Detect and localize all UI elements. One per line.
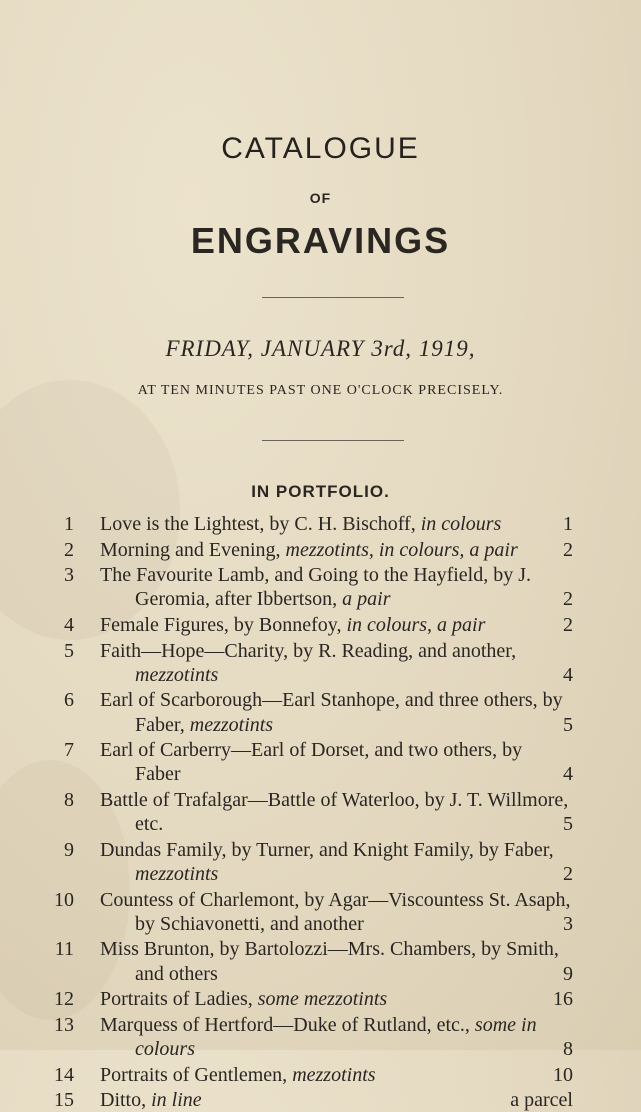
lot-quantity: 5 xyxy=(563,813,573,836)
lot-item xyxy=(0,613,641,637)
lot-item xyxy=(0,688,641,736)
lot-quantity: 2 xyxy=(563,538,573,561)
lot-item xyxy=(0,512,641,536)
lot-number: 14 xyxy=(54,1063,74,1086)
lot-description: Miss Brunton, by Bartolozzi—Mrs. Chambers, by Smith, xyxy=(100,938,559,961)
lot-number: 15 xyxy=(54,1089,74,1112)
lot-item xyxy=(0,1088,641,1112)
lot-description: Marquess of Hertford—Duke of Rutland, etc., some in xyxy=(100,1013,537,1036)
lot-number: 2 xyxy=(64,538,74,561)
lot-description: Portraits of Gentlemen, mezzotints xyxy=(100,1063,376,1086)
sale-date: FRIDAY, JANUARY 3rd, 1919, xyxy=(165,336,476,361)
lot-quantity: 5 xyxy=(563,713,573,736)
engravings-heading: ENGRAVINGS xyxy=(190,220,451,261)
lot-quantity: 8 xyxy=(563,1037,573,1060)
lot-quantity: a parcel xyxy=(510,1089,573,1112)
lot-description: Faith—Hope—Charity, by R. Reading, and another, xyxy=(100,639,517,662)
lot-number: 11 xyxy=(54,938,74,961)
lot-description-continued: Faber, mezzotints xyxy=(135,713,274,736)
lot-quantity: 4 xyxy=(563,763,573,786)
lot-item xyxy=(0,888,641,936)
catalogue-title: CATALOGUE xyxy=(221,132,420,165)
lot-description-continued: Faber xyxy=(135,763,181,786)
lot-item xyxy=(0,838,641,886)
lot-description: Portraits of Ladies, some mezzotints xyxy=(100,988,388,1011)
lot-quantity: 10 xyxy=(553,1063,573,1086)
lot-description: Earl of Scarborough—Earl Stanhope, and three others, by xyxy=(100,689,563,712)
section-heading: IN PORTFOLIO. xyxy=(251,482,390,501)
lot-description: Morning and Evening, mezzotints, in colours, a pair xyxy=(100,538,518,561)
lot-number: 5 xyxy=(64,639,74,662)
lot-quantity: 4 xyxy=(563,663,573,686)
lot-item xyxy=(0,538,641,562)
lot-item xyxy=(0,1063,641,1087)
lot-item xyxy=(0,937,641,985)
lot-description: The Favourite Lamb, and Going to the Hayfield, by J. xyxy=(100,564,532,587)
lot-quantity: 16 xyxy=(553,988,573,1011)
lot-item xyxy=(0,563,641,611)
lot-item xyxy=(0,1013,641,1061)
divider-rule xyxy=(262,440,404,441)
lot-description-continued: mezzotints xyxy=(135,663,219,686)
lot-quantity: 2 xyxy=(563,588,573,611)
lot-description: Dundas Family, by Turner, and Knight Family, by Faber, xyxy=(100,838,554,861)
lot-number: 10 xyxy=(54,888,74,911)
lot-description: Countess of Charlemont, by Agar—Viscountess St. Asaph, xyxy=(100,888,571,911)
lot-description: Love is the Lightest, by C. H. Bischoff, in colours xyxy=(100,513,502,535)
lot-quantity: 2 xyxy=(563,614,573,636)
lot-item xyxy=(0,987,641,1011)
lot-number: 4 xyxy=(64,614,74,636)
lot-number: 9 xyxy=(64,838,74,861)
lot-description-continued: mezzotints xyxy=(135,862,219,885)
lot-quantity: 1 xyxy=(563,513,573,535)
lot-description-continued: and others xyxy=(135,962,218,985)
divider-rule xyxy=(262,297,404,298)
lot-quantity: 9 xyxy=(563,962,573,985)
lot-number: 12 xyxy=(54,988,74,1011)
lot-description-continued: by Schiavonetti, and another xyxy=(135,912,364,935)
lot-item xyxy=(0,788,641,836)
lot-description-continued: etc. xyxy=(135,813,164,836)
lot-description: Battle of Trafalgar—Battle of Waterloo, by J. T. Willmore, xyxy=(100,789,569,811)
lot-number: 6 xyxy=(64,689,74,712)
lot-description: Female Figures, by Bonnefoy, in colours, a pair xyxy=(100,614,486,636)
lot-quantity: 3 xyxy=(563,912,573,935)
lot-number: 1 xyxy=(64,513,74,535)
of-label: OF xyxy=(309,190,332,206)
lot-item xyxy=(0,738,641,786)
lot-number: 8 xyxy=(64,789,74,811)
lot-description-continued: Geromia, after Ibbertson, a pair xyxy=(135,588,391,611)
lot-number: 13 xyxy=(54,1013,74,1036)
lot-description: Ditto, in line xyxy=(100,1089,202,1112)
lot-quantity: 2 xyxy=(563,862,573,885)
lot-item xyxy=(0,639,641,687)
lot-number: 3 xyxy=(64,564,74,587)
lot-description: Earl of Carberry—Earl of Dorset, and two others, by xyxy=(100,739,523,762)
lot-description-continued: colours xyxy=(135,1037,195,1060)
lot-number: 7 xyxy=(64,739,74,762)
sale-time: AT TEN MINUTES PAST ONE O'CLOCK PRECISELY. xyxy=(137,383,504,398)
